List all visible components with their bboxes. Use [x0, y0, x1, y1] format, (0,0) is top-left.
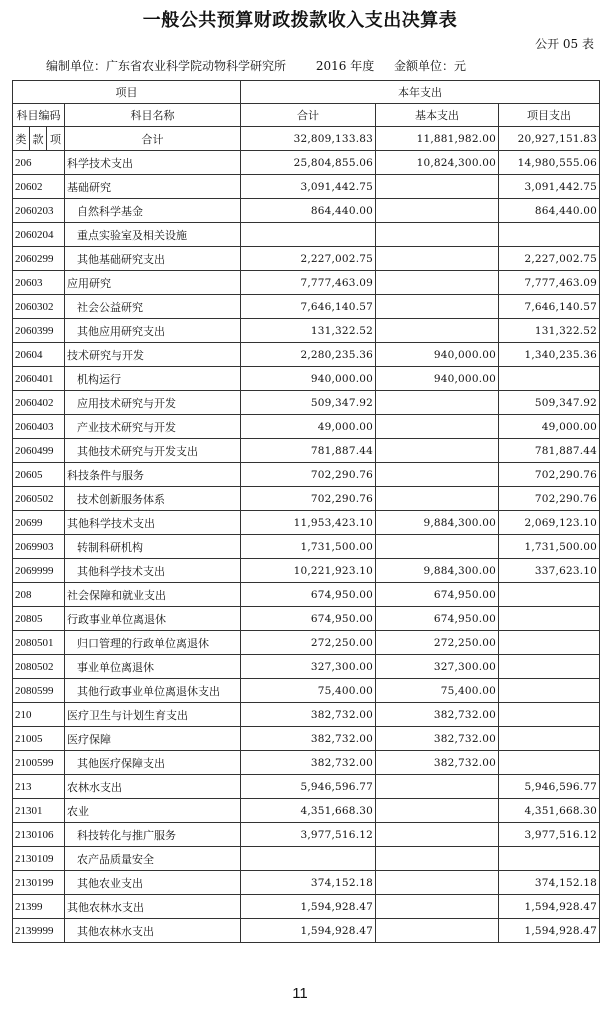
amount-total: 781,887.44 [241, 439, 376, 463]
subject-code: 2060502 [13, 487, 65, 511]
compiling-unit: 编制单位：广东省农业科学院动物科学研究所 [46, 59, 287, 73]
subject-code: 2080502 [13, 655, 65, 679]
table-row [13, 295, 600, 319]
subject-code: 2060399 [13, 319, 65, 343]
amount-basic: 940,000.00 [376, 367, 499, 391]
subject-code: 2060299 [13, 247, 65, 271]
subject-code: 208 [13, 583, 65, 607]
amount-basic [376, 487, 499, 511]
subject-code: 21301 [13, 799, 65, 823]
subject-name: 行政事业单位离退休 [65, 607, 241, 631]
amount-total: 382,732.00 [241, 751, 376, 775]
amount-project: 2,227,002.75 [499, 247, 600, 271]
subject-code: 20602 [13, 175, 65, 199]
table-row [13, 631, 600, 655]
amount-total [241, 223, 376, 247]
amount-total: 864,440.00 [241, 199, 376, 223]
table-row [13, 919, 600, 943]
amount-project [499, 727, 600, 751]
table-row [13, 247, 600, 271]
subject-name: 社会公益研究 [65, 295, 241, 319]
amount-total: 3,977,516.12 [241, 823, 376, 847]
amount-basic [376, 847, 499, 871]
subject-name: 科学技术支出 [65, 151, 241, 175]
amount-basic [376, 319, 499, 343]
subject-name: 基础研究 [65, 175, 241, 199]
subject-code: 210 [13, 703, 65, 727]
subject-name: 机构运行 [65, 367, 241, 391]
subject-code: 2060499 [13, 439, 65, 463]
amount-total: 674,950.00 [241, 607, 376, 631]
amount-basic [376, 247, 499, 271]
subject-name: 事业单位离退休 [65, 655, 241, 679]
amount-basic [376, 223, 499, 247]
total-label: 合计 [65, 127, 241, 151]
subject-name: 技术研究与开发 [65, 343, 241, 367]
amount-basic [376, 799, 499, 823]
amount-basic [376, 295, 499, 319]
amount-basic: 382,732.00 [376, 727, 499, 751]
header-project-expense: 项目支出 [499, 104, 600, 127]
amount-project: 337,623.10 [499, 559, 600, 583]
subject-name: 其他科学技术支出 [65, 511, 241, 535]
amount-total: 374,152.18 [241, 871, 376, 895]
amount-total: 1,731,500.00 [241, 535, 376, 559]
fiscal-year: 2016 年度 [315, 59, 375, 73]
table-row [13, 463, 600, 487]
subject-name: 其他基础研究支出 [65, 247, 241, 271]
amount-basic [376, 439, 499, 463]
amount-project: 1,340,235.36 [499, 343, 600, 367]
table-row [13, 343, 600, 367]
table-row [13, 319, 600, 343]
subject-code: 2060401 [13, 367, 65, 391]
amount-total: 940,000.00 [241, 367, 376, 391]
amount-basic [376, 895, 499, 919]
amount-project: 14,980,555.06 [499, 151, 600, 175]
amount-total: 509,347.92 [241, 391, 376, 415]
subject-code: 2060204 [13, 223, 65, 247]
amount-basic [376, 463, 499, 487]
amount-total: 131,322.52 [241, 319, 376, 343]
header-expense-this-year: 本年支出 [241, 81, 600, 104]
amount-project: 374,152.18 [499, 871, 600, 895]
table-row [13, 727, 600, 751]
total-row [13, 127, 600, 151]
table-row [13, 655, 600, 679]
amount-project: 1,594,928.47 [499, 895, 600, 919]
subject-code: 20604 [13, 343, 65, 367]
amount-project [499, 751, 600, 775]
amount-total: 10,221,923.10 [241, 559, 376, 583]
subject-code: 2100599 [13, 751, 65, 775]
subject-code: 2080599 [13, 679, 65, 703]
amount-project: 509,347.92 [499, 391, 600, 415]
subject-code: 20699 [13, 511, 65, 535]
amount-basic [376, 391, 499, 415]
amount-basic: 75,400.00 [376, 679, 499, 703]
amount-project [499, 679, 600, 703]
table-row [13, 799, 600, 823]
subject-name: 应用技术研究与开发 [65, 391, 241, 415]
header-class: 类 [13, 127, 30, 151]
amount-total: 4,351,668.30 [241, 799, 376, 823]
subject-name: 重点实验室及相关设施 [65, 223, 241, 247]
amount-basic [376, 871, 499, 895]
amount-project: 1,731,500.00 [499, 535, 600, 559]
amount-project [499, 703, 600, 727]
amount-basic: 272,250.00 [376, 631, 499, 655]
amount-project: 781,887.44 [499, 439, 600, 463]
subject-name: 技术创新服务体系 [65, 487, 241, 511]
subject-code: 2060302 [13, 295, 65, 319]
subject-name: 其他应用研究支出 [65, 319, 241, 343]
amount-project: 4,351,668.30 [499, 799, 600, 823]
amount-total: 25,804,855.06 [241, 151, 376, 175]
amount-total: 327,300.00 [241, 655, 376, 679]
subject-name: 其他技术研究与开发支出 [65, 439, 241, 463]
amount-basic: 9,884,300.00 [376, 511, 499, 535]
subject-code: 2130199 [13, 871, 65, 895]
amount-project [499, 847, 600, 871]
amount-total: 11,953,423.10 [241, 511, 376, 535]
amount-project [499, 367, 600, 391]
amount-total: 7,777,463.09 [241, 271, 376, 295]
amount-basic: 327,300.00 [376, 655, 499, 679]
subject-name: 医疗保障 [65, 727, 241, 751]
amount-project [499, 607, 600, 631]
amount-basic [376, 919, 499, 943]
table-row [13, 223, 600, 247]
subject-code: 2069903 [13, 535, 65, 559]
subject-code: 21399 [13, 895, 65, 919]
subject-code: 20603 [13, 271, 65, 295]
subject-name: 其他行政事业单位离退休支出 [65, 679, 241, 703]
table-row [13, 703, 600, 727]
table-row [13, 607, 600, 631]
table-row [13, 823, 600, 847]
subject-name: 其他农业支出 [65, 871, 241, 895]
amount-total: 1,594,928.47 [241, 895, 376, 919]
amount-total: 382,732.00 [241, 703, 376, 727]
subject-code: 2060203 [13, 199, 65, 223]
header-subject-code: 科目编码 [13, 104, 65, 127]
amount-basic [376, 175, 499, 199]
amount-basic [376, 775, 499, 799]
amount-project: 3,091,442.75 [499, 175, 600, 199]
header-section: 款 [30, 127, 47, 151]
amount-project: 702,290.76 [499, 463, 600, 487]
subject-name: 其他医疗保障支出 [65, 751, 241, 775]
amount-total: 382,732.00 [241, 727, 376, 751]
total-basic: 11,881,982.00 [376, 127, 499, 151]
amount-total [241, 847, 376, 871]
amount-project [499, 223, 600, 247]
header-item-sub: 项 [47, 127, 65, 151]
amount-project: 131,322.52 [499, 319, 600, 343]
subject-name: 农林水支出 [65, 775, 241, 799]
table-row [13, 487, 600, 511]
table-row [13, 175, 600, 199]
subject-code: 213 [13, 775, 65, 799]
table-row [13, 511, 600, 535]
amount-basic: 9,884,300.00 [376, 559, 499, 583]
amount-basic: 674,950.00 [376, 583, 499, 607]
amount-project: 3,977,516.12 [499, 823, 600, 847]
amount-project [499, 583, 600, 607]
amount-project: 7,646,140.57 [499, 295, 600, 319]
page-number: 11 [292, 985, 308, 1002]
budget-expenditure-table [12, 80, 600, 943]
subject-name: 转制科研机构 [65, 535, 241, 559]
amount-total: 3,091,442.75 [241, 175, 376, 199]
amount-total: 5,946,596.77 [241, 775, 376, 799]
amount-project: 2,069,123.10 [499, 511, 600, 535]
table-row [13, 871, 600, 895]
subject-name: 科技条件与服务 [65, 463, 241, 487]
amount-basic [376, 415, 499, 439]
amount-project [499, 655, 600, 679]
table-row [13, 199, 600, 223]
table-row [13, 895, 600, 919]
amount-total: 702,290.76 [241, 487, 376, 511]
table-row [13, 271, 600, 295]
table-row [13, 847, 600, 871]
table-row [13, 583, 600, 607]
table-row [13, 367, 600, 391]
amount-project: 49,000.00 [499, 415, 600, 439]
amount-basic [376, 823, 499, 847]
amount-total: 7,646,140.57 [241, 295, 376, 319]
amount-project: 5,946,596.77 [499, 775, 600, 799]
subject-code: 2130109 [13, 847, 65, 871]
amount-total: 674,950.00 [241, 583, 376, 607]
table-row [13, 391, 600, 415]
table-row [13, 415, 600, 439]
subject-name: 科技转化与推广服务 [65, 823, 241, 847]
amount-basic: 940,000.00 [376, 343, 499, 367]
amount-basic [376, 535, 499, 559]
table-row [13, 439, 600, 463]
subject-name: 归口管理的行政单位离退休 [65, 631, 241, 655]
subject-code: 2080501 [13, 631, 65, 655]
subject-code: 2069999 [13, 559, 65, 583]
header-basic-expense: 基本支出 [376, 104, 499, 127]
subject-name: 其他科学技术支出 [65, 559, 241, 583]
header-row-2 [13, 104, 600, 127]
amount-basic: 382,732.00 [376, 703, 499, 727]
subject-code: 20605 [13, 463, 65, 487]
subject-name: 自然科学基金 [65, 199, 241, 223]
subject-name: 农业 [65, 799, 241, 823]
table-row [13, 535, 600, 559]
subject-name: 应用研究 [65, 271, 241, 295]
amount-total: 702,290.76 [241, 463, 376, 487]
table-row [13, 751, 600, 775]
subject-name: 社会保障和就业支出 [65, 583, 241, 607]
subject-name: 农产品质量安全 [65, 847, 241, 871]
subject-name: 其他农林水支出 [65, 919, 241, 943]
subject-code: 2130106 [13, 823, 65, 847]
subject-name: 其他农林水支出 [65, 895, 241, 919]
subject-code: 21005 [13, 727, 65, 751]
total-amount: 32,809,133.83 [241, 127, 376, 151]
header-total: 合计 [241, 104, 376, 127]
table-row [13, 679, 600, 703]
form-number: 公开 05 表 [535, 37, 594, 51]
document-title: 一般公共预算财政拨款收入支出决算表 [142, 10, 458, 31]
total-project: 20,927,151.83 [499, 127, 600, 151]
subject-code: 2060402 [13, 391, 65, 415]
amount-basic: 382,732.00 [376, 751, 499, 775]
table-row [13, 775, 600, 799]
amount-project: 7,777,463.09 [499, 271, 600, 295]
amount-project [499, 631, 600, 655]
amount-total: 2,227,002.75 [241, 247, 376, 271]
header-subject-name: 科目名称 [65, 104, 241, 127]
subject-name: 医疗卫生与计划生育支出 [65, 703, 241, 727]
amount-total: 272,250.00 [241, 631, 376, 655]
amount-basic: 674,950.00 [376, 607, 499, 631]
subject-name: 产业技术研究与开发 [65, 415, 241, 439]
amount-total: 75,400.00 [241, 679, 376, 703]
subject-code: 20805 [13, 607, 65, 631]
table-row [13, 559, 600, 583]
amount-basic [376, 199, 499, 223]
amount-total: 1,594,928.47 [241, 919, 376, 943]
amount-project: 702,290.76 [499, 487, 600, 511]
subject-code: 2139999 [13, 919, 65, 943]
header-item: 项目 [13, 81, 241, 104]
amount-total: 2,280,235.36 [241, 343, 376, 367]
subject-code: 2060403 [13, 415, 65, 439]
amount-total: 49,000.00 [241, 415, 376, 439]
subject-code: 206 [13, 151, 65, 175]
currency-unit: 金额单位：元 [394, 59, 467, 73]
header-row-1 [13, 81, 600, 104]
amount-basic: 10,824,300.00 [376, 151, 499, 175]
report-meta [46, 57, 466, 74]
amount-project: 1,594,928.47 [499, 919, 600, 943]
table-row [13, 151, 600, 175]
amount-project: 864,440.00 [499, 199, 600, 223]
amount-basic [376, 271, 499, 295]
